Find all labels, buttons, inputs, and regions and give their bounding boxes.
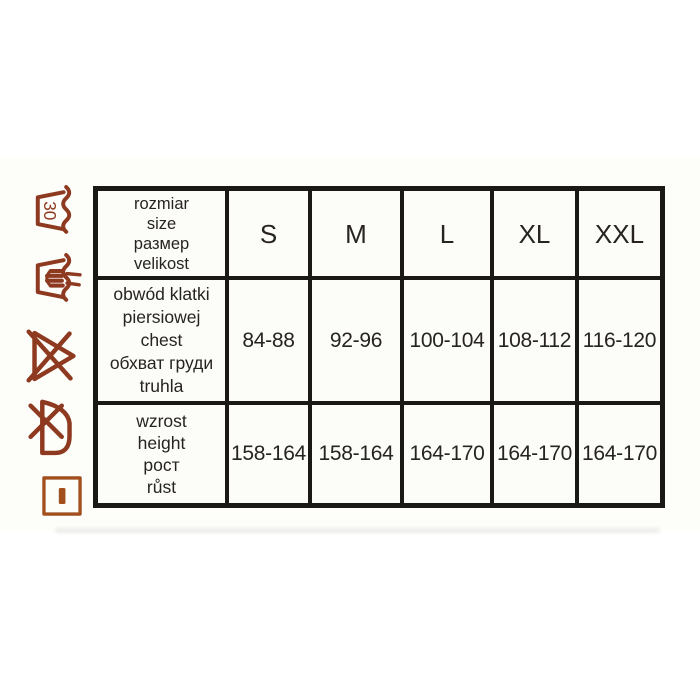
size-column-header-xl: XL xyxy=(494,191,575,276)
height-value-l: 164-170 xyxy=(404,405,490,503)
row-label-line: truhla xyxy=(139,376,184,396)
do-not-bleach-icon xyxy=(18,320,88,392)
corner-label-line: размер xyxy=(133,234,190,253)
dry-flat-icon xyxy=(36,468,88,524)
scan-edge-shadow xyxy=(55,528,660,533)
corner-label-line: velikost xyxy=(133,254,190,273)
row-label-line: chest xyxy=(140,330,183,350)
height-value-m: 158-164 xyxy=(312,405,400,503)
corner-header-cell xyxy=(98,191,225,276)
row-label-line: рост xyxy=(143,455,180,475)
size-column-header-m: M xyxy=(312,191,400,276)
size-table xyxy=(93,186,665,508)
hand-wash-icon xyxy=(24,247,86,313)
size-column-header-l: L xyxy=(404,191,490,276)
height-row-label xyxy=(98,405,225,503)
row-label-line: обхват груди xyxy=(109,353,214,373)
machine-wash-30-icon xyxy=(24,181,86,243)
height-value-s: 158-164 xyxy=(229,405,308,503)
do-not-iron-icon xyxy=(18,394,88,466)
wash-temperature-label: 30 xyxy=(39,201,60,221)
height-value-xl: 164-170 xyxy=(494,405,575,503)
size-column-header-xxl: XXL xyxy=(579,191,660,276)
row-label-line: obwód klatki xyxy=(113,284,210,304)
corner-label-line: size xyxy=(146,214,177,233)
chest-value-m: 92-96 xyxy=(312,280,400,401)
corner-label-line: rozmiar xyxy=(133,194,189,213)
row-label-line: wzrost xyxy=(136,411,187,431)
size-column-header-s: S xyxy=(229,191,308,276)
chest-row-label xyxy=(98,280,225,401)
height-value-xxl: 164-170 xyxy=(579,405,660,503)
chest-value-l: 100-104 xyxy=(404,280,490,401)
row-label-line: růst xyxy=(146,477,177,497)
chest-value-xl: 108-112 xyxy=(494,280,575,401)
chest-value-xxl: 116-120 xyxy=(579,280,660,401)
chest-value-s: 84-88 xyxy=(229,280,308,401)
row-label-line: height xyxy=(137,433,186,453)
row-label-line: piersiowej xyxy=(122,307,201,327)
